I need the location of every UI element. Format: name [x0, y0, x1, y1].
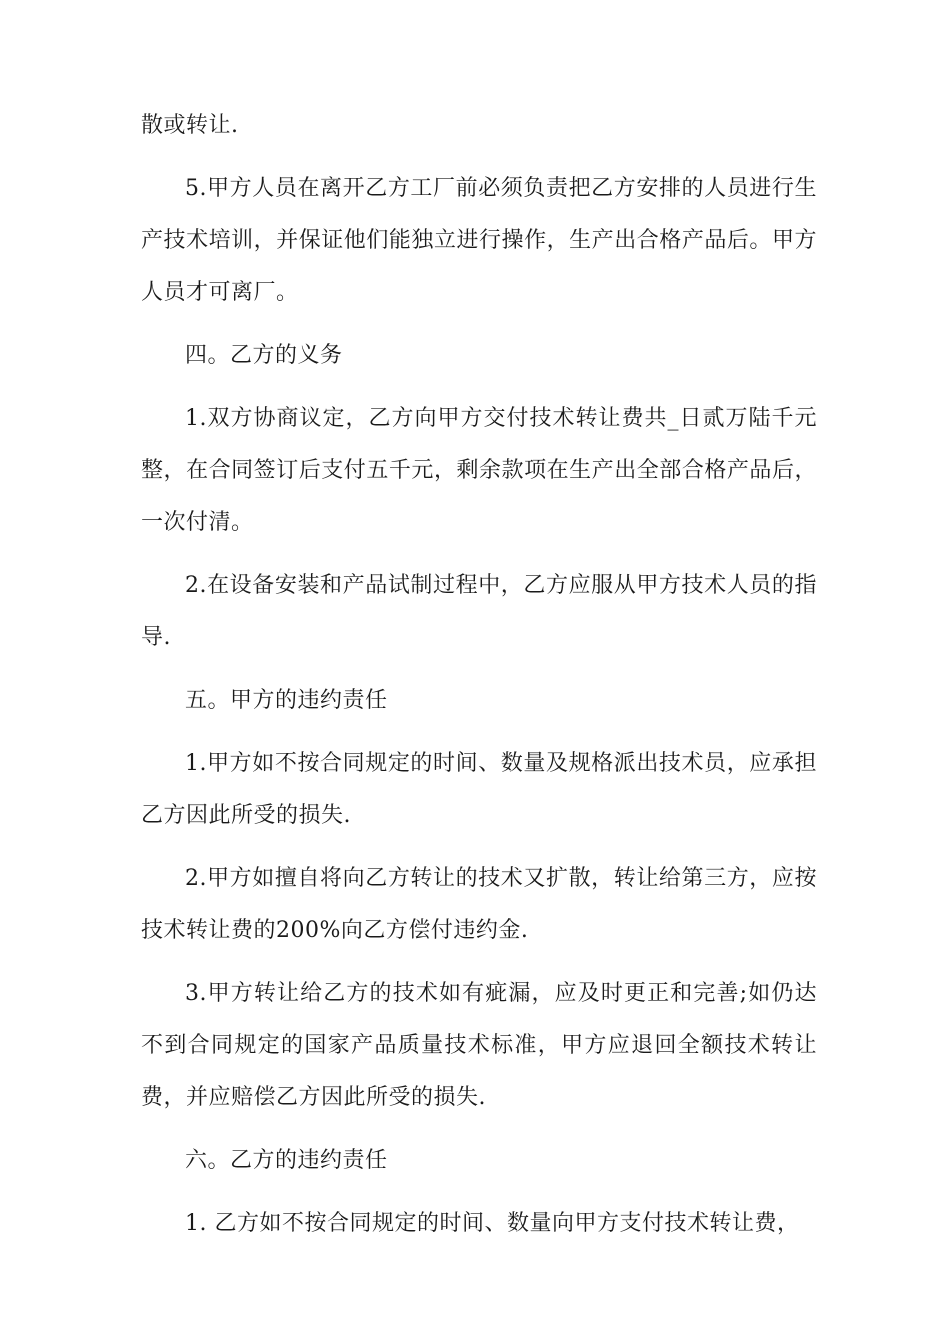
- paragraph: 1. 乙方如不按合同规定的时间、数量向甲方支付技术转让费，: [185, 1211, 800, 1236]
- paragraph: 1.甲方如不按合同规定的时间、数量及规格派出技术员，应承担乙方因此所受的损失.: [141, 751, 817, 828]
- paragraph: 5.甲方人员在离开乙方工厂前必须负责把乙方安排的人员进行生产技术培训，并保证他们能独立进行操作，生产出合格产品后。甲方人员才可离厂。: [141, 176, 817, 305]
- section-heading: 六。乙方的违约责任: [185, 1148, 388, 1173]
- paragraph: 1.双方协商议定，乙方向甲方交付技术转让费共_日贰万陆千元整，在合同签订后支付五千元，剩余款项在生产出全部合格产品后，一次付清。: [141, 406, 817, 535]
- section-heading: 四。乙方的义务: [185, 343, 343, 368]
- document-body: [141, 100, 817, 1261]
- paragraph: 散或转让.: [141, 113, 239, 138]
- section-heading: 五。甲方的违约责任: [185, 688, 388, 713]
- paragraph: 2.在设备安装和产品试制过程中，乙方应服从甲方技术人员的指导.: [141, 573, 817, 650]
- paragraph: 2.甲方如擅自将向乙方转让的技术又扩散，转让给第三方，应按技术转让费的200%向乙方偿付违约金.: [141, 866, 817, 943]
- paragraph: 3.甲方转让给乙方的技术如有疵漏，应及时更正和完善;如仍达不到合同规定的国家产品质量技术标准，甲方应退回全额技术转让费，并应赔偿乙方因此所受的损失.: [141, 981, 817, 1110]
